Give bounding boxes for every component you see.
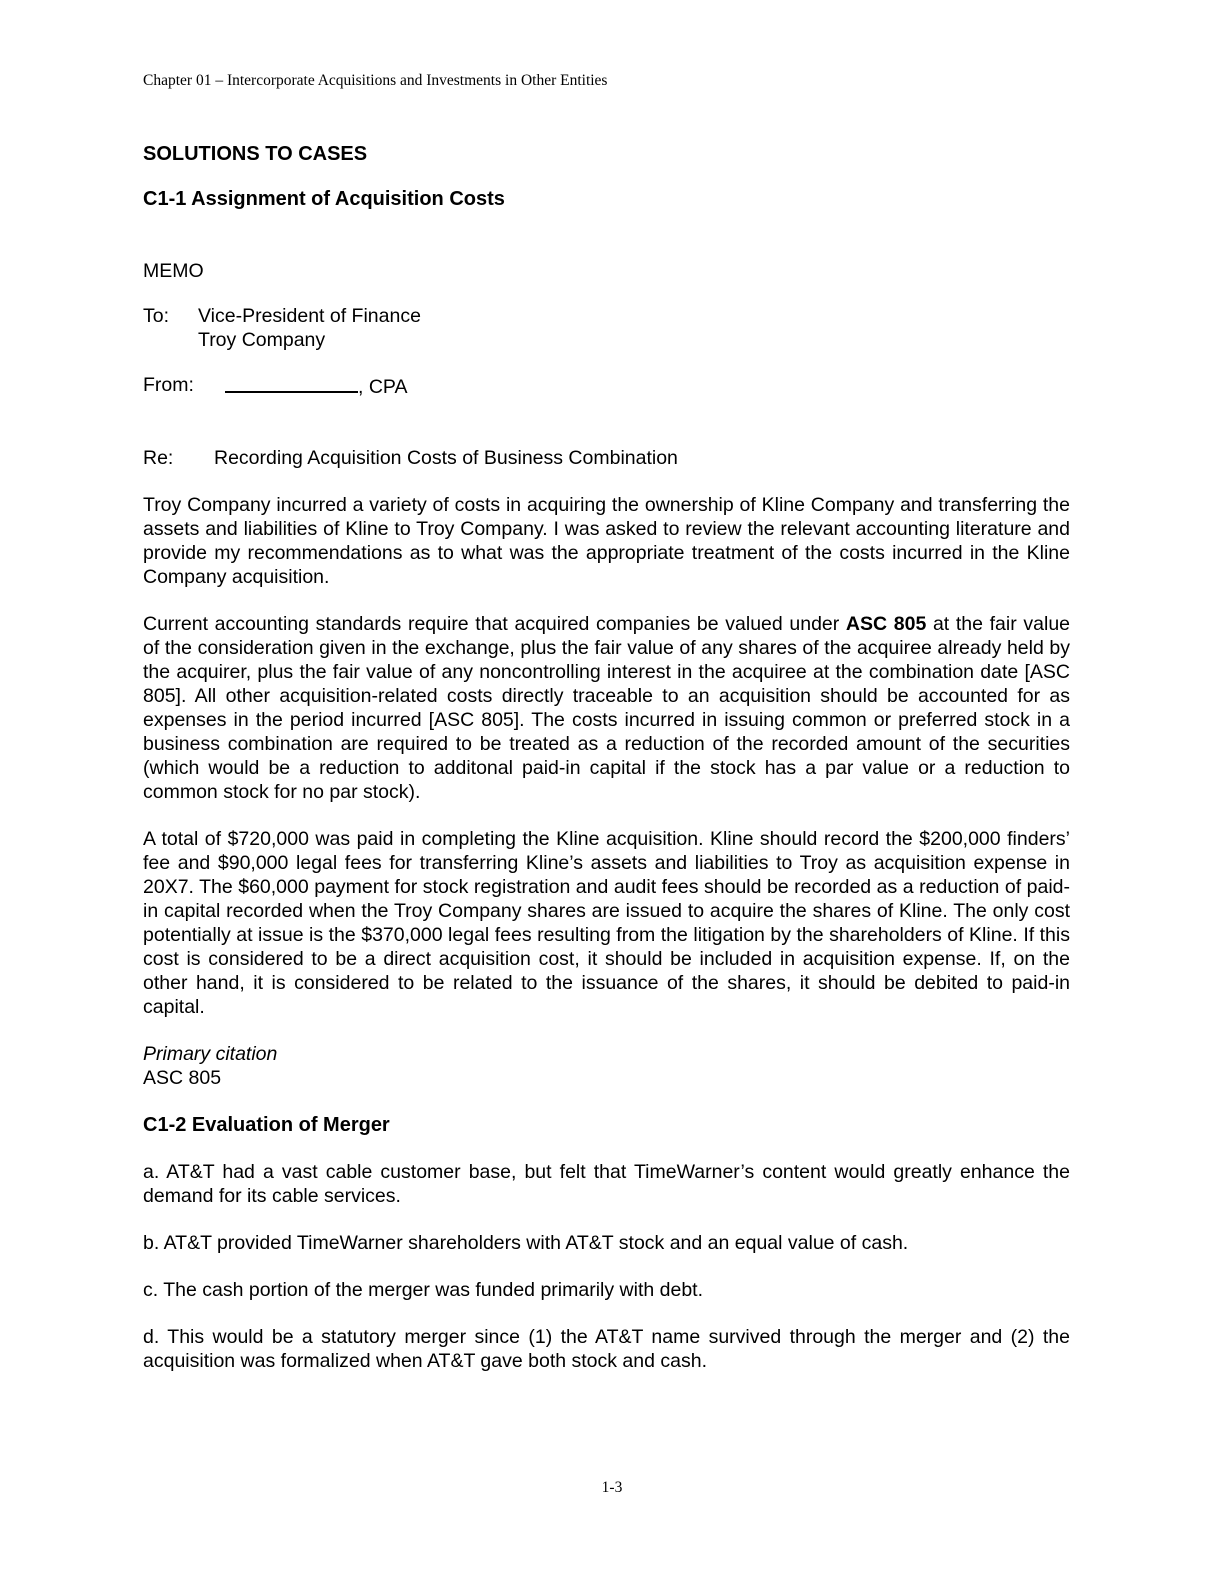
memo-paragraph-3: A total of $720,000 was paid in completing the Kline acquisition. Kline should record the $200,000 finders’ fee and $90,000 legal fees for transferring Kline’s assets and liabilities to Troy as acquisition expense in 20X7. The $60,000 payment for stock registration and audit fees should be recorded as a reduction of paid-in capital recorded when the Troy Company shares are issued to acquire the shares of Kline. The only cost potentially at issue is the $370,000 legal fees resulting from the litigation by the shareholders of Kline. If this cost is considered to be a direct acquisition cost, it should be included in acquisition expense. If, on the other hand, it is considered to be related to the issuance of the shares, it should be debited to paid-in capital. [143,828,1070,1018]
case-c1-2-title: C1-2 Evaluation of Merger [143,1114,390,1136]
paragraph-2-lead: Current accounting standards require that acquired companies be valued under [143,613,846,635]
memo-to-line1: Vice-President of Finance [198,305,421,327]
paragraph-2-rest: at the fair value of the consideration given in the exchange, plus the fair value of any shares of the acquiree already held by the acquirer, plus the fair value of any noncontrolling interest in the acquiree at the combination date [ASC 805]. All other acquisition-related costs directly traceable to an acquisition should be accounted for as expenses in the period incurred [ASC 805]. The costs incurred in issuing common or preferred stock in a business combination are required to be treated as a reduction of the recorded amount of the securities (which would be a reduction to additonal paid-in capital if the stock has a par value or a reduction to common stock for no par stock). [143,613,1071,803]
answer-item-d: d. This would be a statutory merger since (1) the AT&T name survived through the merger and (2) the acquisition was formalized when AT&T gave both stock and cash. [143,1326,1070,1372]
memo-label: MEMO [143,260,204,282]
memo-paragraph-1: Troy Company incurred a variety of costs in acquiring the ownership of Kline Company and transferring the assets and liabilities of Kline to Troy Company. I was asked to review the relevant accounting literature and provide my recommendations as to what was the appropriate treatment of the costs incurred in the Kline Company acquisition. [143,494,1070,588]
section-title: SOLUTIONS TO CASES [143,143,368,165]
memo-to-line2: Troy Company [198,329,326,351]
signature-blank-line [225,373,358,393]
memo-to-label: To: [143,305,170,327]
memo-to [143,304,1070,352]
memo-from-suffix: , CPA [358,376,408,398]
answer-item-b: b. AT&T provided TimeWarner shareholders with AT&T stock and an equal value of cash. [143,1232,909,1254]
memo-to-recipient [198,304,421,352]
memo-re-text: Recording Acquisition Costs of Business Combination [214,447,678,469]
memo-from-value [225,373,407,399]
answer-item-c: c. The cash portion of the merger was funded primarily with debt. [143,1279,703,1301]
memo-re-label: Re: [143,447,174,469]
page-number: 1-3 [601,1479,623,1496]
case-c1-1-title: C1-1 Assignment of Acquisition Costs [143,188,505,210]
memo-re [143,446,1070,470]
running-header: Chapter 01 – Intercorporate Acquisitions and Investments in Other Entities [143,72,608,89]
asc-805-emphasis: ASC 805 [845,613,927,635]
citation-title: Primary citation [143,1043,278,1065]
citation-value: ASC 805 [143,1067,222,1089]
memo-paragraph-2 [143,612,1070,804]
memo-from-label: From: [143,374,194,396]
memo-from [143,373,1070,399]
page-content [143,142,1070,1396]
answer-item-a: a. AT&T had a vast cable customer base, but felt that TimeWarner’s content would greatly enhance the demand for its cable services. [143,1161,1070,1207]
